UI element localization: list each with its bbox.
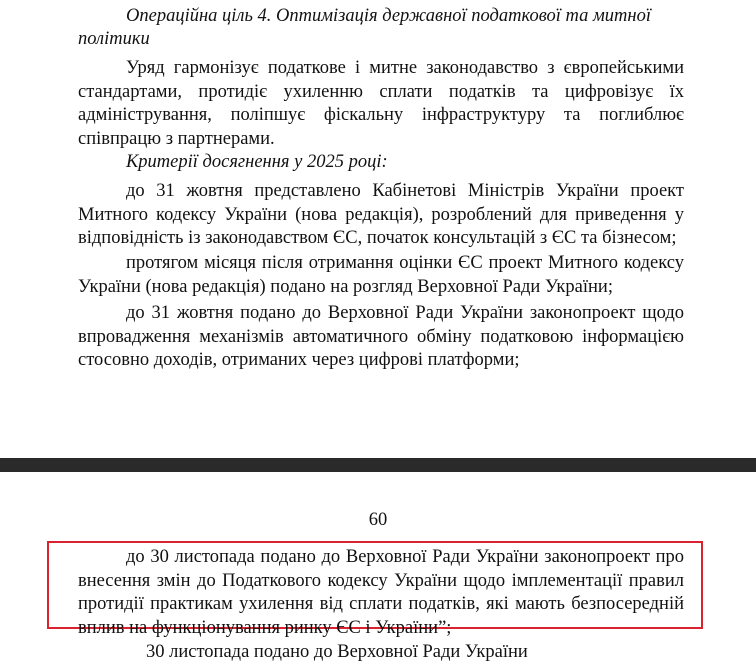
document-page-bottom — [0, 472, 756, 662]
page-separator — [0, 458, 756, 472]
objective-heading-line2: політики — [78, 29, 150, 49]
criterion-3: до 31 жовтня подано до Верховної Ради України законопроект щодо впровадження механізмів автоматичного обміну податковою інформацією стосовно доходів, отриманих через цифрові платформи; — [78, 303, 684, 370]
intro-paragraph: Уряд гармонізує податкове і митне законодавство з європейськими стандартами, протидіє ухиленню сплати податків та цифровізує їх адміністрування, поліпшує фіскальну інфраструктуру та поглиблює співпрацю з партнерами. — [78, 58, 684, 149]
partial-next-line: 30 листопада подано до Верховної Ради України — [146, 642, 528, 662]
criterion-2: протягом місяця після отримання оцінки ЄС проект Митного кодексу України (нова редакція) подано на розгляд Верховної Ради України; — [78, 253, 684, 297]
highlighted-paragraph: до 30 листопада подано до Верховної Ради України законопроект про внесення змін до Податкового кодексу України щодо імплементації правил протидії практикам ухилення від сплати податків, які мають безпосередній вплив на функціонування ринку ЄС і України”; — [78, 547, 684, 638]
page-number: 60 — [368, 510, 388, 530]
criterion-1: до 31 жовтня представлено Кабінетові Міністрів України проект Митного кодексу України (нова редакція), розроблений для приведення у відповідність із законодавством ЄС, початок консультацій з ЄС та бізнесом; — [78, 181, 684, 248]
criteria-heading: Критерії досягнення у 2025 році: — [126, 152, 388, 172]
objective-heading-line1: Операційна ціль 4. Оптимізація державної податкової та митної — [126, 6, 651, 26]
